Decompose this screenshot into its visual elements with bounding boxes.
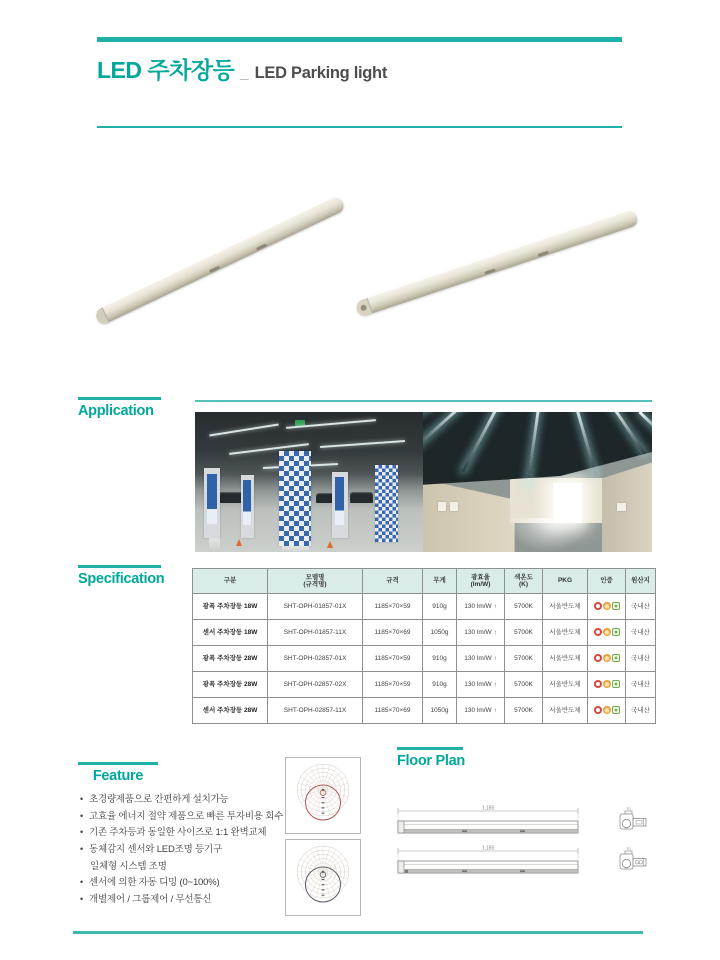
right-wall [602, 462, 652, 552]
efficiency-cert-icon [603, 706, 611, 714]
led-bar-detail [256, 243, 267, 250]
table-cell: 국내산 [626, 646, 656, 672]
floorplan-section-label: Floor Plan [397, 753, 465, 769]
efficiency-cert-icon [603, 680, 611, 688]
kc-cert-icon [594, 654, 602, 662]
section-rule [78, 762, 158, 765]
floor-reflection [282, 546, 309, 552]
floorplan-section-header [397, 747, 465, 769]
table-cell: SHT-OPH-02857-11X [268, 698, 363, 724]
polar-chart [288, 842, 358, 913]
table-row [193, 698, 656, 724]
table-cell: 서울반도체 [543, 594, 588, 620]
table-row [193, 672, 656, 698]
svg-text:1,185: 1,185 [481, 845, 495, 852]
floorplan-side-view-1 [392, 804, 584, 838]
table-cell: 910g [423, 672, 457, 698]
ceiling-light [209, 423, 278, 436]
table-cell: SHT-OPH-02857-01X [268, 646, 363, 672]
certification-icons [588, 646, 626, 672]
svg-text:70: 70 [626, 807, 631, 811]
table-cell: 910g [423, 594, 457, 620]
kc-cert-icon [594, 706, 602, 714]
table-cell: 130 lm/W ↑ [457, 620, 505, 646]
application-top-line [195, 400, 652, 402]
specification-section-header [78, 565, 164, 587]
ceiling-light [320, 440, 405, 448]
bottom-divider [73, 931, 643, 934]
table-cell: 5700K [505, 672, 543, 698]
table-cell: 센서 주차장등 28W [193, 698, 268, 724]
pillar-banner [207, 474, 216, 524]
table-header-cell: 모델명 (규격명) [268, 569, 363, 594]
floorplan-side-view-2 [392, 844, 584, 878]
polar-chart [288, 760, 358, 831]
table-header-cell: 원산지 [626, 569, 656, 594]
pillar-checkered [375, 465, 398, 542]
table-header-cell: 광효율 (lm/W) [457, 569, 505, 594]
top-divider [97, 37, 622, 42]
certification-icons [588, 698, 626, 724]
wall-sign [617, 503, 626, 511]
table-cell: 910g [423, 646, 457, 672]
table-cell: SHT-OPH-01857-01X [268, 594, 363, 620]
application-section-header [78, 397, 161, 419]
table-cell: SHT-OPH-01857-11X [268, 620, 363, 646]
feature-section-header [78, 762, 158, 784]
section-rule [78, 397, 161, 400]
led-bar-detail [484, 268, 495, 274]
wall-vent [450, 502, 458, 511]
table-cell: 1050g [423, 620, 457, 646]
table-cell: 센서 주차장등 18W [193, 620, 268, 646]
traffic-cone [236, 539, 242, 546]
table-cell: 서울반도체 [543, 698, 588, 724]
photometric-diagram-2 [285, 839, 361, 916]
page-title-english: LED Parking light [254, 64, 388, 82]
floor-reflection [505, 518, 592, 552]
table-cell: 광폭 주차장등 28W [193, 646, 268, 672]
product-photo-led-bar-1 [94, 195, 347, 326]
table-header-cell: 인증 [588, 569, 626, 594]
table-cell: 국내산 [626, 698, 656, 724]
table-cell: 국내산 [626, 672, 656, 698]
table-header-cell: 색온도 (K) [505, 569, 543, 594]
efficiency-cert-icon [603, 628, 611, 636]
page-title-separator: _ [240, 65, 249, 82]
pillar [241, 475, 255, 538]
svg-text:1,185: 1,185 [481, 805, 495, 812]
table-cell: 서울반도체 [543, 646, 588, 672]
pillar-checkered [279, 451, 311, 546]
table-cell: 광폭 주차장등 18W [193, 594, 268, 620]
feature-section-label: Feature [92, 768, 144, 784]
traffic-cone [327, 541, 333, 548]
led-bar-detail [537, 251, 548, 257]
table-row [193, 594, 656, 620]
table-cell: 서울반도체 [543, 672, 588, 698]
application-photo-parking-garage [195, 412, 423, 552]
title-underline [97, 126, 622, 128]
table-cell: 광폭 주차장등 28W [193, 672, 268, 698]
table-cell: 130 lm/W ↑ [457, 698, 505, 724]
floorplan-end-view-2 [612, 844, 650, 878]
wall-vent [438, 502, 446, 511]
table-cell: 1185×70×69 [363, 620, 423, 646]
table-cell: 130 lm/W ↑ [457, 594, 505, 620]
eco-cert-icon [612, 706, 620, 714]
parked-car [350, 492, 373, 503]
led-bar-detail [360, 304, 368, 312]
kc-cert-icon [594, 628, 602, 636]
specification-section-label: Specification [78, 571, 165, 587]
eco-cert-icon [612, 680, 620, 688]
table-cell: 서울반도체 [543, 620, 588, 646]
section-rule [397, 747, 463, 750]
certification-icons [588, 672, 626, 698]
table-header-cell: PKG [543, 569, 588, 594]
eco-cert-icon [612, 628, 620, 636]
table-cell: 130 lm/W ↑ [457, 646, 505, 672]
floorplan-end-view-1 [612, 804, 650, 838]
table-header-cell: 구분 [193, 569, 268, 594]
bright-doorway [553, 483, 582, 522]
kc-cert-icon [594, 602, 602, 610]
pillar-banner [335, 477, 344, 524]
floor-reflection [209, 538, 220, 551]
feature-item: • 기존 주차등과 동일한 사이즈로 1:1 완벽교체 [80, 825, 308, 842]
table-cell: 5700K [505, 646, 543, 672]
efficiency-cert-icon [603, 654, 611, 662]
led-bar-detail [209, 265, 220, 272]
table-row [193, 620, 656, 646]
table-cell: 5700K [505, 594, 543, 620]
table-cell: 5700K [505, 620, 543, 646]
table-row [193, 646, 656, 672]
table-cell: 1185×70×59 [363, 646, 423, 672]
page-title-korean: LED 주차장등 [97, 57, 235, 83]
photometric-diagram-1 [285, 757, 361, 834]
section-rule [78, 565, 161, 568]
feature-item: • 센서에 의한 자동 디밍 (0~100%) [80, 875, 308, 892]
certification-icons [588, 594, 626, 620]
table-cell: 130 lm/W ↑ [457, 672, 505, 698]
table-cell: 1185×70×69 [363, 698, 423, 724]
pillar [332, 472, 348, 538]
left-wall [423, 479, 515, 552]
efficiency-cert-icon [603, 602, 611, 610]
table-cell: 국내산 [626, 594, 656, 620]
feature-list [80, 792, 308, 908]
table-header-row [193, 569, 656, 594]
product-photo-led-bar-2 [354, 209, 639, 317]
eco-cert-icon [612, 654, 620, 662]
far-wall [510, 478, 606, 523]
certification-icons [588, 620, 626, 646]
feature-item: • 개별제어 / 그룹제어 / 무선통신 [80, 892, 308, 909]
table-cell: 1185×70×59 [363, 672, 423, 698]
feature-item: • 고효율 에너지 절약 제품으로 빠른 투자비용 회수 [80, 809, 308, 826]
application-section-label: Application [78, 403, 154, 419]
table-cell: 1185×70×59 [363, 594, 423, 620]
table-cell: SHT-OPH-02857-02X [268, 672, 363, 698]
table-cell: 1050g [423, 698, 457, 724]
pillar-banner [243, 480, 251, 525]
specification-table [192, 568, 656, 724]
table-cell: 5700K [505, 698, 543, 724]
kc-cert-icon [594, 680, 602, 688]
application-photo-parking-lane [423, 412, 652, 552]
table-header-cell: 규격 [363, 569, 423, 594]
table-header-cell: 무게 [423, 569, 457, 594]
eco-cert-icon [612, 602, 620, 610]
feature-item: • 동체감지 센서와 LED조명 등기구 일체형 시스템 조명 [80, 842, 308, 875]
page-title [97, 52, 387, 85]
pillar [204, 468, 220, 538]
svg-text:70: 70 [626, 847, 631, 851]
table-cell: 국내산 [626, 620, 656, 646]
feature-item: • 초경량제품으로 간편하게 설치가능 [80, 792, 308, 809]
